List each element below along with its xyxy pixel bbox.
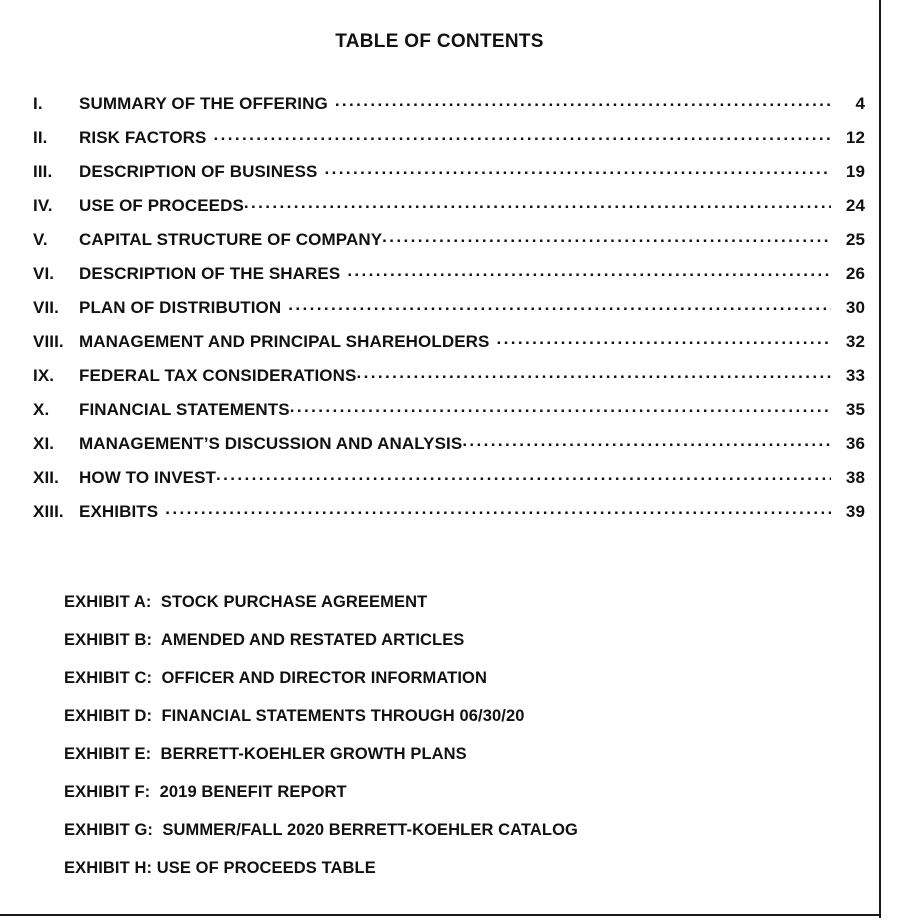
toc-entry-numeral: XIII. [33,502,64,521]
toc-entry[interactable] [33,432,865,466]
toc-dot-leader [244,194,831,211]
exhibit-entry[interactable]: EXHIBIT A: STOCK PURCHASE AGREEMENT [64,593,428,611]
toc-entry-label: FEDERAL TAX CONSIDERATIONS [79,366,357,385]
toc-entry-page-number: 25 [845,230,865,249]
toc-entry-label: DESCRIPTION OF BUSINESS [79,162,318,181]
toc-dot-leader [496,330,831,347]
toc-entry-page-number: 39 [845,502,865,521]
toc-entry-label: MANAGEMENT’S DISCUSSION AND ANALYSIS [79,434,463,453]
toc-entry-numeral: XII. [33,468,59,487]
toc-entry-page-number: 30 [845,298,865,317]
toc-entry-numeral: VIII. [33,332,64,351]
toc-entry-numeral: II. [33,128,48,147]
toc-dot-leader [356,364,831,381]
toc-entry-label: RISK FACTORS [79,128,207,147]
toc-entry-page-number: 36 [845,434,865,453]
toc-entry[interactable] [33,466,865,500]
toc-entry[interactable] [33,364,865,398]
toc-entry-numeral: V. [33,230,48,249]
toc-entry-page-number: 4 [855,94,865,113]
toc-entry-numeral: X. [33,400,50,419]
toc-entry-numeral: XI. [33,434,55,453]
toc-dot-leader [324,160,831,177]
toc-entry-page-number: 19 [845,162,865,181]
toc-entry[interactable] [33,194,865,228]
toc-entry-label: MANAGEMENT AND PRINCIPAL SHAREHOLDERS [79,332,490,351]
exhibit-entry[interactable]: EXHIBIT B: AMENDED AND RESTATED ARTICLES [64,631,465,649]
toc-entry[interactable] [33,92,865,126]
toc-entry-numeral: I. [33,94,43,113]
page-border-right [879,0,881,918]
toc-entry[interactable] [33,330,865,364]
toc-entry[interactable] [33,500,865,534]
exhibit-entry[interactable]: EXHIBIT F: 2019 BENEFIT REPORT [64,783,347,801]
toc-entry-page-number: 24 [845,196,865,215]
toc-entry-label: CAPITAL STRUCTURE OF COMPANY [79,230,383,249]
toc-entry-numeral: VI. [33,264,55,283]
toc-entry-page-number: 32 [845,332,865,351]
toc-entry-numeral: VII. [33,298,59,317]
toc-entry-page-number: 38 [845,468,865,487]
page-title: TABLE OF CONTENTS [335,31,544,52]
toc-entry-label: USE OF PROCEEDS [79,196,244,215]
toc-dot-leader [382,228,831,245]
toc-entry-label: FINANCIAL STATEMENTS [79,400,290,419]
exhibit-entry[interactable]: EXHIBIT E: BERRETT-KOEHLER GROWTH PLANS [64,745,467,763]
toc-entry-numeral: III. [33,162,53,181]
exhibit-entry[interactable]: EXHIBIT D: FINANCIAL STATEMENTS THROUGH 06/30/20 [64,707,525,725]
toc-dot-leader [335,92,831,109]
toc-entry[interactable] [33,398,865,432]
toc-dot-leader [165,500,831,517]
toc-dot-leader [213,126,831,143]
exhibits-list [64,592,854,896]
exhibit-entry[interactable]: EXHIBIT H: USE OF PROCEEDS TABLE [64,859,376,877]
toc-dot-leader [288,296,831,313]
toc-dot-leader [216,466,831,483]
toc-entry[interactable] [33,262,865,296]
toc-dot-leader [290,398,831,415]
toc-entry-numeral: IX. [33,366,55,385]
toc-entry-page-number: 33 [845,366,865,385]
toc-entry-page-number: 35 [845,400,865,419]
toc-entry-numeral: IV. [33,196,53,215]
exhibit-entry[interactable]: EXHIBIT C: OFFICER AND DIRECTOR INFORMATION [64,669,487,687]
toc-entry-label: EXHIBITS [79,502,159,521]
toc-entry[interactable] [33,228,865,262]
toc-entry-page-number: 12 [845,128,865,147]
toc-entry[interactable] [33,296,865,330]
table-of-contents-list [33,92,865,534]
toc-dot-leader [347,262,831,279]
toc-entry-label: DESCRIPTION OF THE SHARES [79,264,341,283]
exhibit-entry[interactable]: EXHIBIT G: SUMMER/FALL 2020 BERRETT-KOEHLER CATALOG [64,821,578,839]
toc-entry-label: PLAN OF DISTRIBUTION [79,298,282,317]
toc-dot-leader [462,432,831,449]
page-border-bottom [0,914,881,916]
toc-entry[interactable] [33,160,865,194]
toc-entry-label: HOW TO INVEST [79,468,216,487]
toc-entry[interactable] [33,126,865,160]
toc-entry-label: SUMMARY OF THE OFFERING [79,94,328,113]
toc-entry-page-number: 26 [845,264,865,283]
